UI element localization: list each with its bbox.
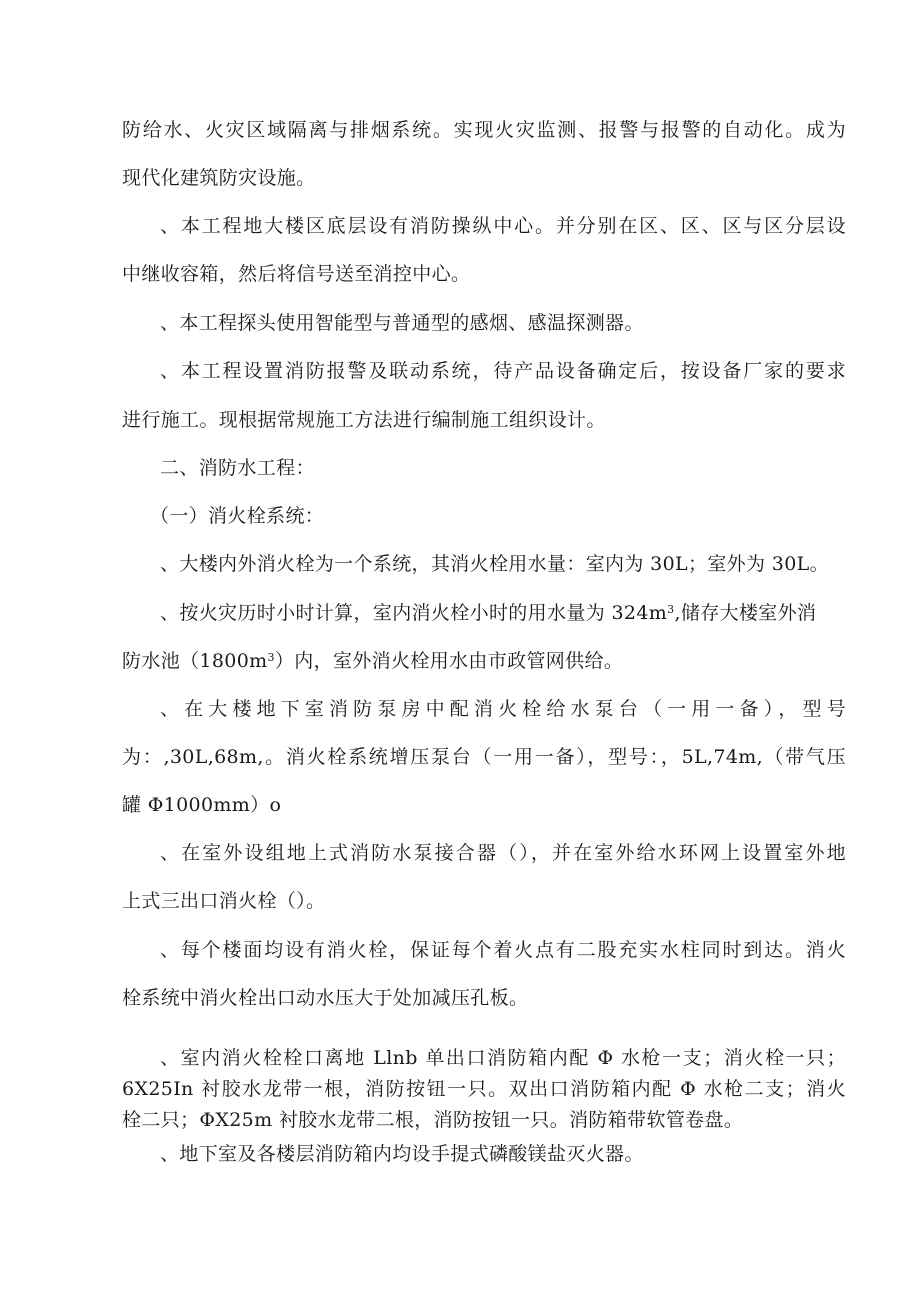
text-line: 、在大楼地下室消防泵房中配消火栓给水泵台（一用一备），型号 <box>160 698 846 720</box>
text-line: 进行施工。现根据常规施工方法进行编制施工组织设计。 <box>122 409 606 431</box>
text-line: 罐 Φ1000mm）o <box>122 794 282 816</box>
text-line: 栓二只；ΦX25m 衬胶水龙带二根，消防按钮一只。消防箱带软管卷盘。 <box>122 1109 744 1131</box>
text-line <box>122 649 842 673</box>
text-line: 、室内消火栓栓口离地 Llnb 单出口消防箱内配 Φ 水枪一支；消火栓一只； <box>160 1047 846 1069</box>
text-line <box>160 601 880 625</box>
section-heading: 二、消防水工程： <box>160 457 315 479</box>
text-line: 、本工程地大楼区底层设有消防操纵中心。并分别在区、区、区与区分层设 <box>160 215 846 237</box>
superscript: 3 <box>667 603 675 616</box>
text-line: 6X25In 衬胶水龙带一根，消防按钮一只。双出口消防箱内配 Φ 水枪二支；消火 <box>122 1078 846 1100</box>
text-fragment: 、按火灾历时小时计算，室内消火栓小时的用水量为 324m <box>160 602 668 624</box>
text-fragment: ,储存大楼室外消 <box>674 602 817 624</box>
text-line: 、本工程探头使用智能型与普通型的感烟、感温探测器。 <box>160 312 644 334</box>
text-line: 栓系统中消火栓出口动水压大于处加减压孔板。 <box>122 987 529 1009</box>
subsection-heading: （一）消火栓系统： <box>150 505 325 527</box>
text-line: 、本工程设置消防报警及联动系统，待产品设备确定后，按设备厂家的要求 <box>160 360 846 382</box>
text-line: 防给水、火灾区域隔离与排烟系统。实现火灾监测、报警与报警的自动化。成为 <box>122 119 846 141</box>
text-fragment: ）内，室外消火栓用水由市政管网供给。 <box>274 650 624 672</box>
text-line: 上式三出口消火栓（）。 <box>122 890 326 912</box>
text-line: 为：,30L,68m,。消火栓系统增压泵台（一用一备），型号：，5L,74m,（带气压 <box>122 746 846 768</box>
text-line: 、每个楼面均设有消火栓，保证每个着火点有二股充实水柱同时到达。消火 <box>160 939 846 961</box>
superscript: 3 <box>267 651 275 664</box>
text-line: 中继收容箱，然后将信号送至消控中心。 <box>122 263 471 285</box>
text-line: 、大楼内外消火栓为一个系统，其消火栓用水量：室内为 30L；室外为 30L。 <box>160 553 829 575</box>
text-line: 、在室外设组地上式消防水泵接合器（），并在室外给水环网上设置室外地 <box>160 842 846 864</box>
text-line: 现代化建筑防灾设施。 <box>122 167 316 189</box>
text-line: 、地下室及各楼层消防箱内均设手提式磷酸镁盐灭火器。 <box>160 1143 644 1165</box>
text-fragment: 防水池（1800m <box>122 650 268 672</box>
